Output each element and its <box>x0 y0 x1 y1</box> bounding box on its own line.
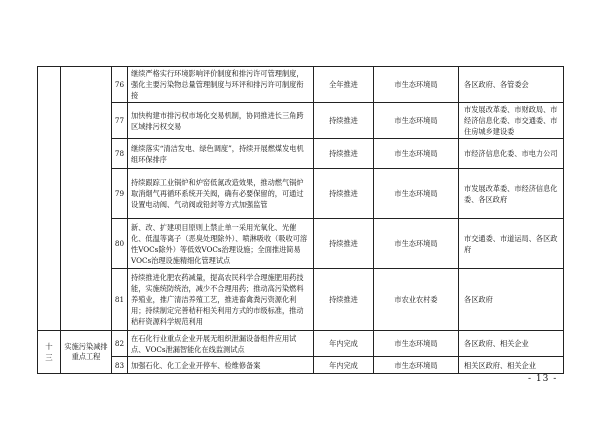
row-number: 80 <box>112 219 128 269</box>
row-number: 83 <box>112 357 128 374</box>
task-table <box>37 66 564 374</box>
lead-department: 市农业农村委 <box>374 269 459 331</box>
lead-department: 市生态环境局 <box>374 103 459 139</box>
cooperating-units: 各区政府 <box>459 269 564 331</box>
task-text: 持续推进化肥农药减量，提高农民科学合理施肥用药技能，实施统防统治，减少不合理用药；推动高污染燃料养殖业，推广清洁养殖工艺，推进畜禽粪污资源化利用；持续制定完善秸秆相关利用方式的市级标准，推动秸秆资源科学规范利用 <box>128 269 314 331</box>
task-text: 新、改、扩建项目原则上禁止单一采用光氧化、光催化、低温等离子（恶臭处理除外）、喷淋吸收（吸收可溶性VOCs除外）等低效VOCs治理设施；全面推进简易VOCs治理设施精细化管理试点 <box>128 219 314 269</box>
schedule: 持续推进 <box>314 103 374 139</box>
group-number-cell-continued <box>38 67 61 331</box>
cooperating-units: 市发展改革委、市经济信息化委、各区政府 <box>459 169 564 219</box>
group-number: 十三 <box>45 342 53 362</box>
schedule: 全年推进 <box>314 67 374 103</box>
cooperating-units: 各区政府、各管委会 <box>459 67 564 103</box>
lead-department: 市生态环境局 <box>374 67 459 103</box>
cooperating-units: 各区政府、相关企业 <box>459 331 564 357</box>
row-number: 81 <box>112 269 128 331</box>
row-number: 77 <box>112 103 128 139</box>
table-row <box>38 139 564 169</box>
lead-department: 市生态环境局 <box>374 169 459 219</box>
row-number: 76 <box>112 67 128 103</box>
row-number: 79 <box>112 169 128 219</box>
table-row <box>38 357 564 374</box>
lead-department: 市生态环境局 <box>374 357 459 374</box>
schedule: 年内完成 <box>314 331 374 357</box>
project-cell-continued <box>61 67 112 331</box>
cooperating-units: 市发展改革委、市财政局、市经济信息化委、市交通委、市住房城乡建设委 <box>459 103 564 139</box>
cooperating-units: 市经济信息化委、市电力公司 <box>459 139 564 169</box>
task-text: 加快构建市排污权市场化交易机制，协同推进长三角跨区域排污权交易 <box>128 103 314 139</box>
task-text: 在石化行业重点企业开展无组织泄漏设备组件应用试点、VOCs泄漏智能化在线监测试点 <box>128 331 314 357</box>
schedule: 年内完成 <box>314 357 374 374</box>
table-row <box>38 67 564 103</box>
row-number: 82 <box>112 331 128 357</box>
lead-department: 市生态环境局 <box>374 139 459 169</box>
lead-department: 市生态环境局 <box>374 219 459 269</box>
cooperating-units: 相关区政府、相关企业 <box>459 357 564 374</box>
lead-department: 市生态环境局 <box>374 331 459 357</box>
task-text: 持续跟踪工业锅炉和炉窑低氮改造效果，推动燃气锅炉取消烟气再循环系统开关阀，确有必要保留的，可通过设置电动阀、气动阀或铅封等方式加强监管 <box>128 169 314 219</box>
schedule: 持续推进 <box>314 139 374 169</box>
row-number: 78 <box>112 139 128 169</box>
table-row <box>38 169 564 219</box>
schedule: 持续推进 <box>314 169 374 219</box>
task-text: 继续落实“清洁发电、绿色调度”，持续开展燃煤发电机组环保排序 <box>128 139 314 169</box>
schedule: 持续推进 <box>314 219 374 269</box>
page-number: - 13 - <box>528 374 558 384</box>
table-row <box>38 331 564 357</box>
task-text: 继续严格实行环境影响评价制度和排污许可管理制度，强化主要污染物总量管理制度与环评和排污许可制度衔接 <box>128 67 314 103</box>
table-row <box>38 269 564 331</box>
table-row <box>38 219 564 269</box>
schedule: 持续推进 <box>314 269 374 331</box>
task-text: 加强石化、化工企业开停车、检维修备案 <box>128 357 314 374</box>
cooperating-units: 市交通委、市道运局、各区政府 <box>459 219 564 269</box>
project-name: 实施污染减排重点工程 <box>61 331 112 374</box>
table-row <box>38 103 564 139</box>
group-number-cell <box>38 331 61 374</box>
